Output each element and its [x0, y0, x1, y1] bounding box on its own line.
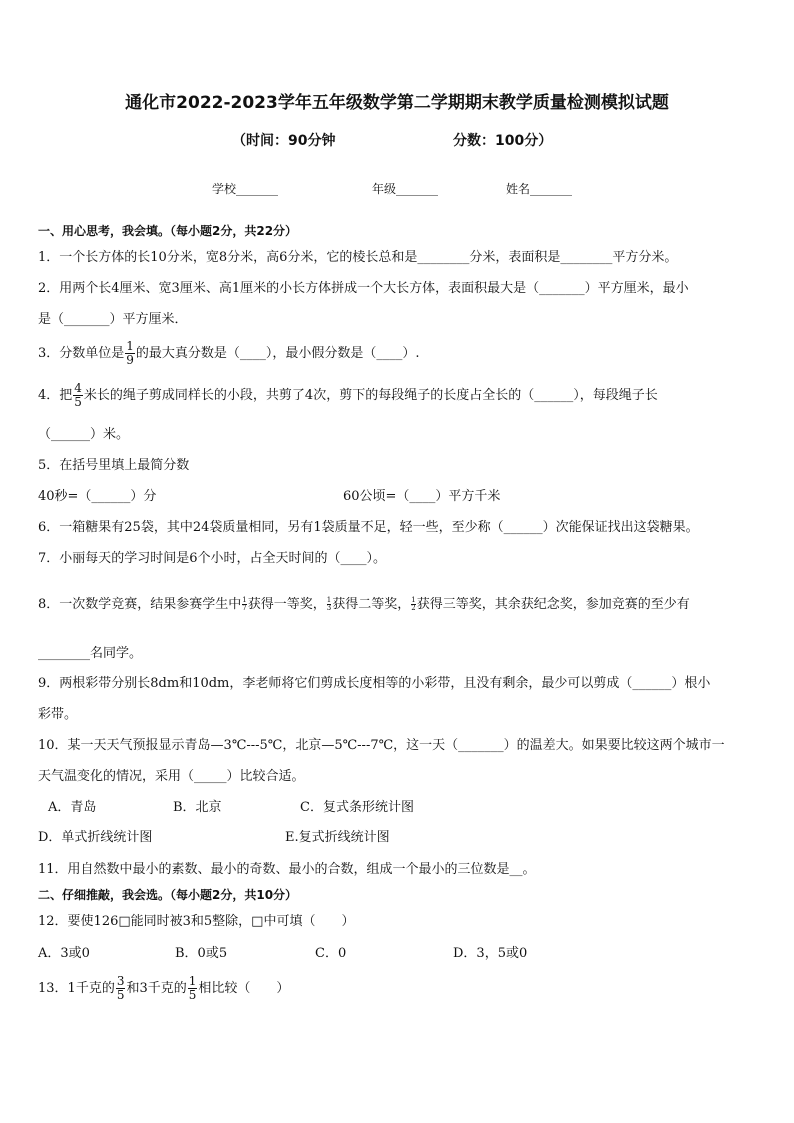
question-12-option-b: B．0或5: [175, 946, 228, 961]
question-9-line-2: 彩带。: [38, 707, 78, 722]
fraction-numerator: 3: [116, 974, 125, 988]
question-10-option-a: A．青岛: [48, 800, 97, 815]
question-4: [38, 382, 658, 409]
fraction-numerator: 1: [126, 339, 134, 353]
question-13-part-2: 和3千克的: [126, 981, 187, 996]
question-10-option-d: D．单式折线统计图: [38, 830, 153, 845]
fraction-denominator: 5: [74, 395, 82, 409]
question-13-part-1: 13．1千克的: [38, 981, 115, 996]
question-8: [38, 596, 690, 614]
question-5-a: 40秒=（______）分: [38, 489, 157, 504]
question-4-pre: 4．把: [38, 388, 73, 403]
question-5-line-1: 5．在括号里填上最简分数: [38, 458, 190, 473]
question-13: [38, 975, 289, 1002]
question-12-option-d: D．3，5或0: [453, 946, 528, 961]
fraction: [125, 340, 135, 367]
fraction: [188, 975, 198, 1002]
question-6: 6．一箱糖果有25袋，其中24袋质量相同，另有1袋质量不足，轻一些，至少称（______）次能保证找出这袋糖果。: [38, 520, 699, 535]
fraction-numerator: 1: [411, 596, 416, 604]
fraction-denominator: 2: [411, 604, 416, 612]
question-3-post: 的最大真分数是（____），最小假分数是（____）.: [135, 346, 420, 361]
fraction: [73, 382, 83, 409]
question-12-option-c: C．0: [315, 946, 347, 961]
question-9-line-1: 9．两根彩带分别长8dm和10dm，李老师将它们剪成长度相等的小彩带，且没有剩余，最少可以剪成（______）根小: [38, 676, 711, 691]
section-2-heading: 二、仔细推敲，我会选。（每小题2分，共10分）: [38, 888, 298, 902]
grade-field: 年级_______: [372, 182, 439, 196]
question-10-option-e: E.复式折线统计图: [285, 830, 390, 845]
fraction: [116, 975, 126, 1002]
section-1-heading: 一、用心思考，我会填。（每小题2分，共22分）: [38, 224, 298, 238]
fraction-denominator: 5: [116, 988, 125, 1002]
fraction: [327, 597, 331, 612]
question-8-line-2: ________名同学。: [38, 646, 143, 661]
question-5-b: 60公顷=（____）平方千米: [343, 489, 501, 504]
question-13-part-3: 相比较（ ）: [198, 981, 290, 996]
page-title: 通化市2022-2023学年五年级数学第二学期期末教学质量检测模拟试题: [125, 93, 669, 113]
question-11: 11．用自然数中最小的素数、最小的奇数、最小的合数，组成一个最小的三位数是__。: [38, 862, 536, 877]
question-8-part-1: 8．一次数学竞赛，结果参赛学生中: [38, 597, 242, 612]
fraction-denominator: 3: [326, 604, 332, 612]
question-10-line-1: 10．某一天天气预报显示青岛—3℃---5℃，北京—5℃---7℃，这一天（_______）的温差大。如果要比较这两个城市一: [38, 738, 725, 753]
fraction-denominator: 5: [188, 988, 197, 1002]
question-10-option-b: B．北京: [173, 800, 222, 815]
question-8-part-3: 获得二等奖，: [332, 597, 411, 612]
fraction-numerator: 1: [326, 596, 332, 604]
fraction-numerator: 1: [242, 596, 247, 604]
fraction-denominator: 7: [242, 604, 247, 612]
question-10-option-c: C．复式条形统计图: [300, 800, 414, 815]
question-8-part-4: 获得三等奖，其余获纪念奖，参加竞赛的至少有: [416, 597, 690, 612]
fraction: [411, 597, 415, 612]
fraction-denominator: 9: [126, 353, 134, 367]
fraction: [242, 597, 246, 612]
fraction-numerator: 4: [74, 381, 82, 395]
question-3: [38, 340, 420, 367]
question-10-line-2: 天气温变化的情况，采用（_____）比较合适。: [38, 769, 305, 784]
question-7: 7．小丽每天的学习时间是6个小时，占全天时间的（____）。: [38, 551, 387, 566]
exam-score: 分数：100分）: [453, 133, 553, 149]
question-1: 1．一个长方体的长10分米，宽8分米，高6分米，它的棱长总和是________分米，表面积是________平方分米。: [38, 250, 678, 265]
question-2-line-1: 2．用两个长4厘米、宽3厘米、高1厘米的小长方体拼成一个大长方体，表面积最大是（_______）平方厘米，最小: [38, 281, 689, 296]
question-12-stem: 12．要使126□能同时被3和5整除，□中可填（ ）: [38, 914, 355, 929]
question-12-option-a: A．3或0: [38, 946, 90, 961]
school-field: 学校_______: [212, 182, 279, 196]
question-2-line-2: 是（_______）平方厘米．: [38, 312, 188, 327]
exam-time: （时间：90分钟: [232, 133, 336, 149]
question-8-part-2: 获得一等奖，: [247, 597, 326, 612]
name-field: 姓名_______: [506, 182, 573, 196]
question-3-pre: 3．分数单位是: [38, 346, 125, 361]
question-4-line-2: （______）米。: [38, 427, 130, 442]
fraction-numerator: 1: [188, 974, 197, 988]
question-4-post: 米长的绳子剪成同样长的小段，共剪了4次，剪下的每段绳子的长度占全长的（______），每段绳子长: [83, 388, 658, 403]
